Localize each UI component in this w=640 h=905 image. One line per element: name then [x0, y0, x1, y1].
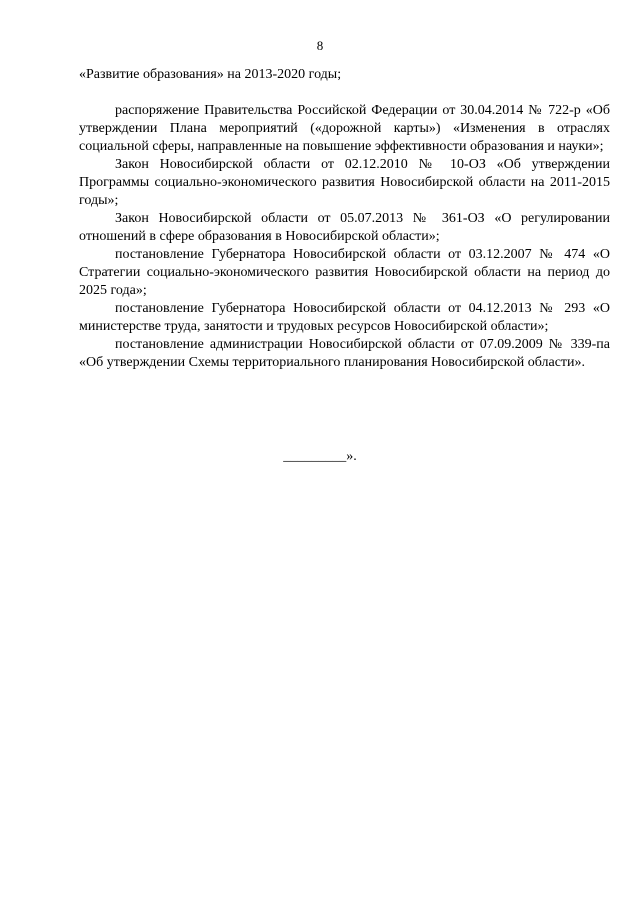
paragraph-law-10-oz: Закон Новосибирской области от 02.12.2010 № 10-ОЗ «Об утверждении Программы социально-экономического развития Новосибирской области на 2011-2015 годы»; [79, 157, 610, 208]
paragraph-directive-722r: распоряжение Правительства Российской Федерации от 30.04.2014 № 722-р «Об утверждении Плана мероприятий («дорожной карты») «Изменения в отраслях социальной сферы, направленные на повышение эффективности образования и науки»; [79, 103, 610, 154]
closing-mark: _________». [283, 449, 357, 464]
paragraph-decree-474: постановление Губернатора Новосибирской области от 03.12.2007 № 474 «О Стратегии социально-экономического развития Новосибирской области на период до 2025 года»; [79, 247, 610, 298]
paragraph-decree-293: постановление Губернатора Новосибирской области от 04.12.2013 № 293 «О министерстве труда, занятости и трудовых ресурсов Новосибирской области»; [79, 301, 610, 334]
paragraph-law-361-oz: Закон Новосибирской области от 05.07.2013 № 361-ОЗ «О регулировании отношений в сфере образования в Новосибирской области»; [79, 211, 610, 244]
paragraph-list [79, 102, 610, 372]
paragraph-decree-339-pa: постановление администрации Новосибирской области от 07.09.2009 № 339-па «Об утверждении Схемы территориального планирования Новосибирской области». [79, 337, 610, 370]
page-number: 8 [316, 38, 324, 53]
continuation-line: «Развитие образования» на 2013-2020 годы; [79, 67, 342, 82]
